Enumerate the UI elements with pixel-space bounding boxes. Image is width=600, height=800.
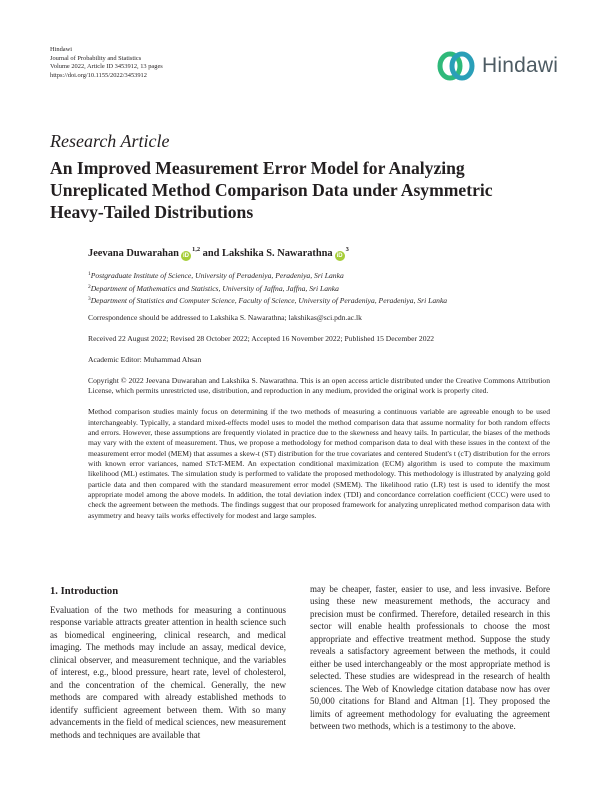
body-column-left: Evaluation of the two methods for measuring a continuous response variable attracts greater attention in health science such as biomedical engineering, clinical research, and medical imaging. The methods may include an assay, medical device, clinical observer, and measurement technique, and the variables of interest, e.g., blood pressure, heart rate, level of cholesterol, and the concentration of the chemical. Generally, the new methods are compared with already established methods to identify sufficient agreement between them. With so many advancements in the field of medical sciences, new measurement methods and techniques are available that <box>50 605 286 740</box>
orcid-icon[interactable]: iD <box>336 253 343 259</box>
front-matter <box>88 246 550 521</box>
journal-name: Journal of Probability and Statistics <box>50 54 142 62</box>
correspondence: Correspondence should be addressed to Lakshika S. Nawarathna; lakshikas@sci.pdn.ac.lk <box>88 312 362 322</box>
author-line <box>88 246 550 264</box>
volume-line: Volume 2022, Article ID 3453912, 13 pages <box>50 63 163 71</box>
affiliation <box>88 282 550 295</box>
copyright-notice: Copyright © 2022 Jeevana Duwarahan and Lakshika S. Nawarathna. This is an open access article distributed under the Creative Commons Attribution License, which permits unrestricted use, distribution, and reproduction in any medium, provided the original work is properly cited. <box>88 375 550 396</box>
academic-editor: Academic Editor: Muhammad Ahsan <box>88 354 202 364</box>
publication-dates: Received 22 August 2022; Revised 28 October 2022; Accepted 16 November 2022; Published 15 December 2022 <box>88 333 435 343</box>
orcid-icon[interactable]: iD <box>182 253 189 259</box>
authors-joiner: and <box>202 248 220 259</box>
affiliation-number: 3 <box>88 296 91 303</box>
author-affil-ref: 1,2 <box>191 246 201 253</box>
affiliation-text: Department of Mathematics and Statistics, University of Jaffna, Jaffna, Sri Lanka <box>90 283 339 293</box>
affiliation-number: 2 <box>88 283 91 290</box>
body-column-right: may be cheaper, faster, easier to use, and less invasive. Before using these new measurement methods, the accuracy and precision must be confirmed. Therefore, detailed research in this sector will enable health professionals to choose the most appropriate and effective treatment method. Suppose the study reveals a satisfactory agreement between the methods, it could either be used interchangeably or the most appropriate method is selected. These studies are widespread in the research of health sciences. The Web of Knowledge citation database now has over 50,000 citations for Bland and Altman [1]. They proposed the limits of agreement methodology for evaluating the agreement between two methods, which is a testimony to the above. <box>310 584 550 731</box>
author-affil-ref: 3 <box>345 246 349 253</box>
journal-meta <box>50 46 310 80</box>
doi-link[interactable]: https://doi.org/10.1155/2022/3453912 <box>50 71 147 79</box>
affiliation-text: Department of Statistics and Computer Science, Faculty of Science, University of Peradeniya, Peradeniya, Sri Lanka <box>90 296 448 306</box>
section-heading: 1. Introduction <box>50 586 119 597</box>
hindawi-logo[interactable] <box>436 49 566 83</box>
affiliation <box>88 269 550 282</box>
affiliations <box>88 269 550 307</box>
paper-title: An Improved Measurement Error Model for Analyzing Unreplicated Method Comparison Data under Asymmetric Heavy-Tailed Distributions <box>50 158 493 222</box>
publisher-name: Hindawi <box>50 46 73 53</box>
author-name: Jeevana Duwarahan <box>88 248 179 259</box>
article-type: Research Article <box>50 131 170 151</box>
affiliation-text: Postgraduate Institute of Science, University of Peradeniya, Peradeniya, Sri Lanka <box>90 271 344 280</box>
abstract: Method comparison studies mainly focus on determining if the two methods of measuring a continuous variable are agreeable enough to be used interchangeably. Typically, a standard mixed-effects model uses to model the method comparison data that assume normality for both random effects and errors. However, these assumptions are frequently violated in practice due to the skewness and heavy tails. In particular, the biases of the methods may vary with the extent of measurement. Thus, we propose a methodology for method comparison data to deal with these issues in the context of the measurement error model (MEM) that assumes a skew-t (ST) distribution for the true covariates and centered Student's t (cT) distribution for the errors with known error variances, named STcT-MEM. An expectation conditional maximization (ECM) algorithm is used to compute the maximum likelihood (ML) estimates. The simulation study is performed to validate the proposed methodology. This methodology is illustrated by analyzing gold particle data and then compared with the standard measurement error model (SMEM). The likelihood ratio (LR) test is used to identify the most appropriate model among the above models. In addition, the total deviation index (TDI) and concordance correlation coefficient (CCC) were used to check the agreement between the methods. The findings suggest that our proposed framework for analyzing unreplicated method comparison data with asymmetry and heavy tails works effectively for modest and large samples. <box>88 407 550 520</box>
author-name: Lakshika S. Nawarathna <box>222 248 333 259</box>
affiliation-number: 1 <box>88 271 91 277</box>
logo-wordmark: Hindawi <box>482 54 559 77</box>
affiliation <box>88 294 550 307</box>
hindawi-logo-icon <box>436 49 476 83</box>
